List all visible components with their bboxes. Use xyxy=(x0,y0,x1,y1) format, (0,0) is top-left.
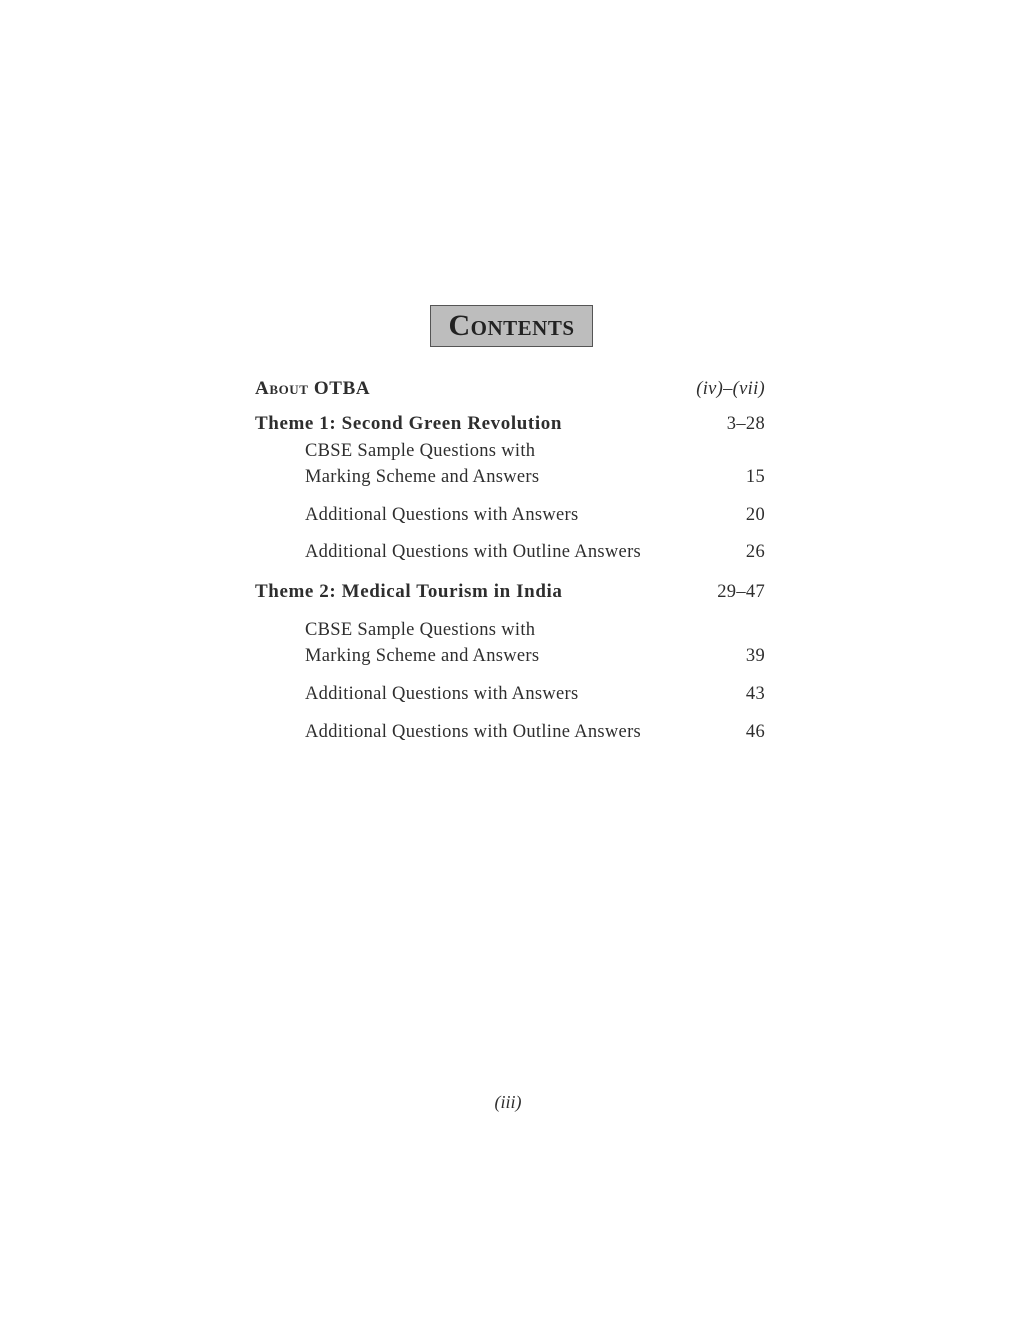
toc-entry-label: Additional Questions with Outline Answers xyxy=(305,542,642,562)
toc-entry-label: Additional Questions with Answers xyxy=(305,505,579,525)
toc-entry-pages: 20 xyxy=(745,505,765,525)
toc-entry-label: About OTBA xyxy=(255,378,371,399)
toc-entry-label: Additional Questions with Answers xyxy=(305,684,579,704)
toc-entry-label: Theme 1: Second Green Revolution xyxy=(255,413,563,434)
toc-entry-pages: 29–47 xyxy=(717,582,765,602)
toc-entry xyxy=(255,465,765,489)
toc-entry xyxy=(255,644,765,668)
toc-entry-about xyxy=(255,377,765,401)
toc-entry xyxy=(255,503,765,527)
toc-entry-pages: (iv)–(vii) xyxy=(696,379,765,399)
toc-entry xyxy=(255,439,765,463)
contents-title: Contents xyxy=(430,305,593,347)
toc-entry xyxy=(255,618,765,642)
toc-entry-label: Marking Scheme and Answers xyxy=(305,467,540,487)
toc-entry-pages: 26 xyxy=(745,542,765,562)
toc-entry-label: CBSE Sample Questions with xyxy=(305,620,536,640)
toc-entry-theme-2 xyxy=(255,580,765,604)
toc-entry xyxy=(255,540,765,564)
page-number: (iii) xyxy=(494,1092,522,1112)
toc-entry-pages: 43 xyxy=(745,684,765,704)
toc-entry-label: Additional Questions with Outline Answers xyxy=(305,722,642,742)
toc-entry-pages: 39 xyxy=(745,646,765,666)
toc-entry-label: CBSE Sample Questions with xyxy=(305,441,536,461)
toc-entry-pages: 46 xyxy=(745,722,765,742)
toc-entry xyxy=(255,720,765,744)
toc-entry-theme-1 xyxy=(255,412,765,436)
toc-entry-label: Marking Scheme and Answers xyxy=(305,646,540,666)
toc-entry xyxy=(255,682,765,706)
toc-entry-pages: 3–28 xyxy=(726,414,765,434)
toc-entry-label: Theme 2: Medical Tourism in India xyxy=(255,581,563,602)
toc-entry-pages: 15 xyxy=(745,467,765,487)
